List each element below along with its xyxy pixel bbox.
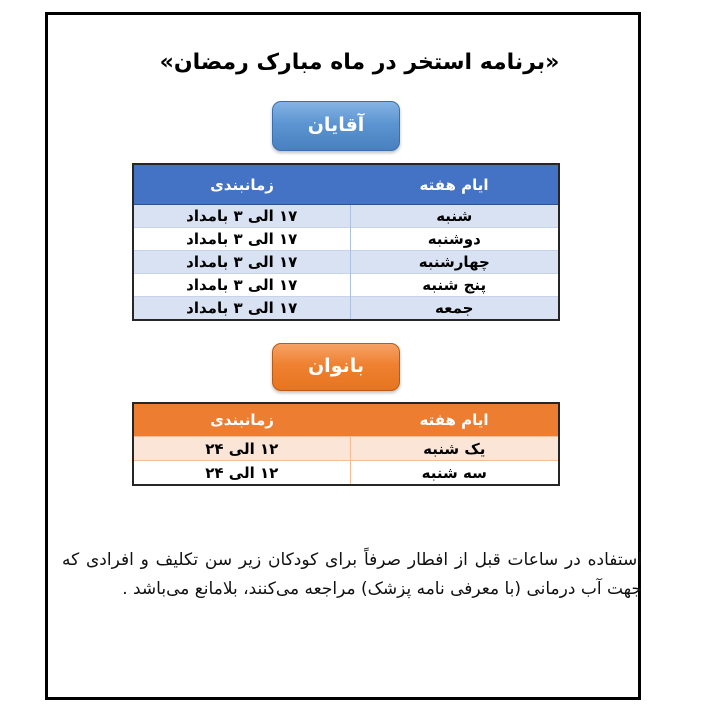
day-cell: شنبه (350, 205, 559, 228)
column-header-days: ایام هفته (350, 164, 559, 205)
table-row (133, 461, 559, 486)
time-cell: ۱۷ الی ۳ بامداد (133, 251, 350, 274)
column-header-days: ایام هفته (350, 403, 559, 437)
men-section-button[interactable]: آقایان (272, 101, 400, 151)
table-row (133, 228, 559, 251)
day-cell: دوشنبه (350, 228, 559, 251)
table-row (133, 274, 559, 297)
day-cell: سه شنبه (350, 461, 559, 486)
table-row (133, 437, 559, 461)
table-header-row (133, 403, 559, 437)
women-section-button[interactable]: بانوان (272, 343, 400, 391)
day-cell: جمعه (350, 297, 559, 321)
time-cell: ۱۷ الی ۳ بامداد (133, 205, 350, 228)
table-header-row (133, 164, 559, 205)
day-cell: چهارشنبه (350, 251, 559, 274)
day-cell: پنج شنبه (350, 274, 559, 297)
time-cell: ۱۲ الی ۲۴ (133, 437, 350, 461)
time-cell: ۱۲ الی ۲۴ (133, 461, 350, 486)
footer-note: استفاده در ساعات قبل از افطار صرفاً برای کودکان زیر سن تکلیف و افرادی که جهت آب درمانی (با معرفی نامه پزشک) مراجعه می‌کنند، بلامانع می‌باشد . (62, 550, 642, 599)
document-title: «برنامه استخر در ماه مبارک رمضان» (159, 50, 560, 75)
time-cell: ۱۷ الی ۳ بامداد (133, 274, 350, 297)
column-header-time: زمانبندی (133, 403, 350, 437)
table-row (133, 251, 559, 274)
column-header-time: زمانبندی (133, 164, 350, 205)
table-row (133, 297, 559, 321)
time-cell: ۱۷ الی ۳ بامداد (133, 297, 350, 321)
women-schedule-table (132, 402, 560, 486)
men-schedule-table (132, 163, 560, 321)
table-row (133, 205, 559, 228)
day-cell: یک شنبه (350, 437, 559, 461)
time-cell: ۱۷ الی ۳ بامداد (133, 228, 350, 251)
